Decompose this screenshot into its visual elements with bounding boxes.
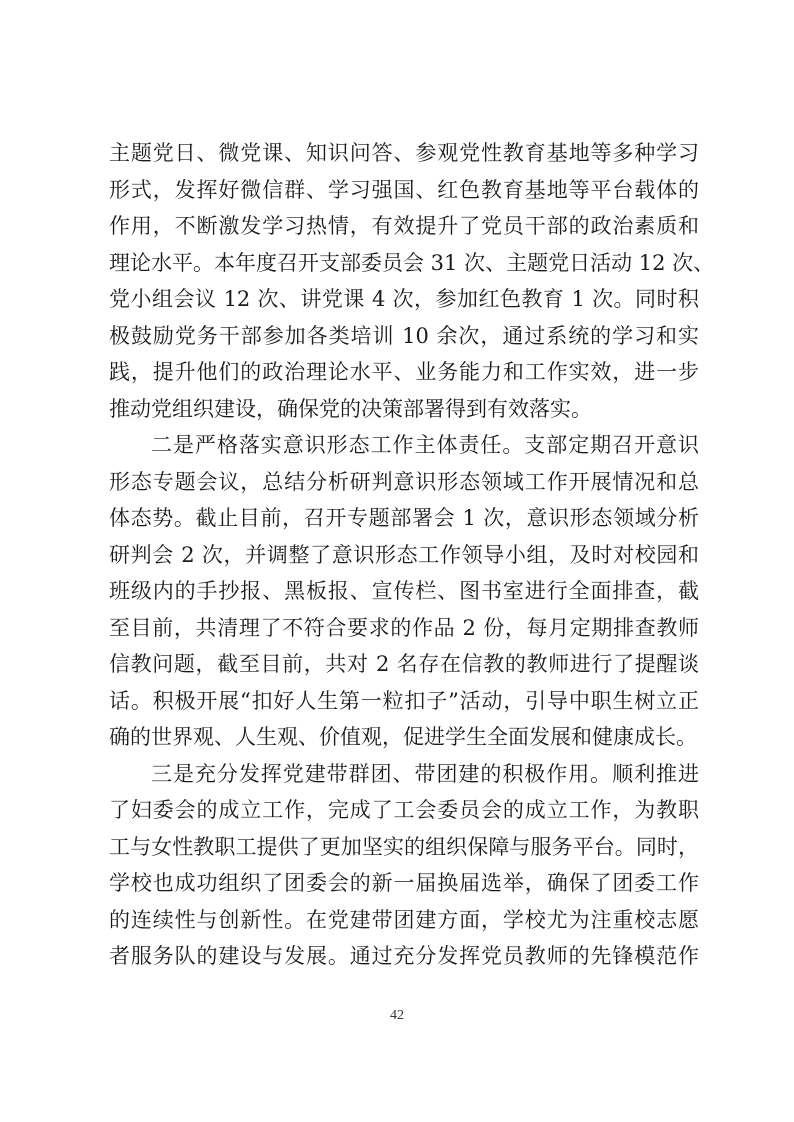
text-line: 理论水平。本年度召开支部委员会 31 次、主题党日活动 12 次、 [109, 250, 715, 275]
text-line: 至目前，共清理了不符合要求的作品 2 份，每月定期排查教师 [109, 615, 699, 640]
paragraph-party-study [109, 135, 715, 427]
text-line: 二是严格落实意识形态工作主体责任。支部定期召开意识 [151, 433, 699, 457]
text-line: 了妇委会的成立工作，完成了工会委员会的成立工作，为教职 [109, 798, 699, 822]
text-line: 者服务队的建设与发展。通过充分发挥党员教师的先锋模范作 [109, 944, 699, 968]
text-line: 话。积极开展“扣好人生第一粒扣子”活动，引导中职生树立正 [109, 688, 699, 713]
text-line: 主题党日、微党课、知识问答、参观党性教育基地等多种学习 [109, 141, 699, 165]
text-line: 作用，不断激发学习热情，有效提升了党员干部的政治素质和 [109, 214, 699, 238]
text-line: 确的世界观、人生观、价值观，促进学生全面发展和健康成长。 [109, 725, 697, 749]
text-line: 研判会 2 次，并调整了意识形态工作领导小组，及时对校园和 [109, 542, 699, 567]
text-line: 体态势。截止目前，召开专题部署会 1 次，意识形态领域分析 [109, 506, 699, 530]
text-line: 推动党组织建设，确保党的决策部署得到有效落实。 [109, 396, 592, 421]
text-line: 党小组会议 12 次、讲党课 4 次，参加红色教育 1 次。同时积 [109, 287, 699, 311]
text-line: 学校也成功组织了团委会的新一届换届选举，确保了团委工作 [109, 871, 699, 895]
text-line: 践，提升他们的政治理论水平、业务能力和工作实效，进一步 [109, 360, 699, 384]
text-line: 形态专题会议，总结分析研判意识形态领域工作开展情况和总 [109, 469, 699, 494]
text-line: 极鼓励党务干部参加各类培训 10 余次，通过系统的学习和实 [109, 323, 699, 348]
text-line: 信教问题，截至目前，共对 2 名存在信教的教师进行了提醒谈 [109, 652, 699, 676]
paragraph-ideology-responsibility [109, 427, 699, 756]
text-line: 工与女性教职工提供了更加坚实的组织保障与服务平台。同时， [109, 834, 699, 859]
text-line: 三是充分发挥党建带群团、带团建的积极作用。顺利推进 [151, 761, 699, 786]
document-body [109, 135, 715, 975]
page-number: 42 [390, 1008, 404, 1023]
paragraph-party-building-groups [109, 756, 699, 975]
text-line: 班级内的手抄报、黑板报、宣传栏、图书室进行全面排查，截 [109, 579, 699, 603]
text-line: 的连续性与创新性。在党建带团建方面，学校尤为注重校志愿 [109, 907, 699, 932]
text-line: 形式，发挥好微信群、学习强国、红色教育基地等平台载体的 [109, 177, 699, 202]
